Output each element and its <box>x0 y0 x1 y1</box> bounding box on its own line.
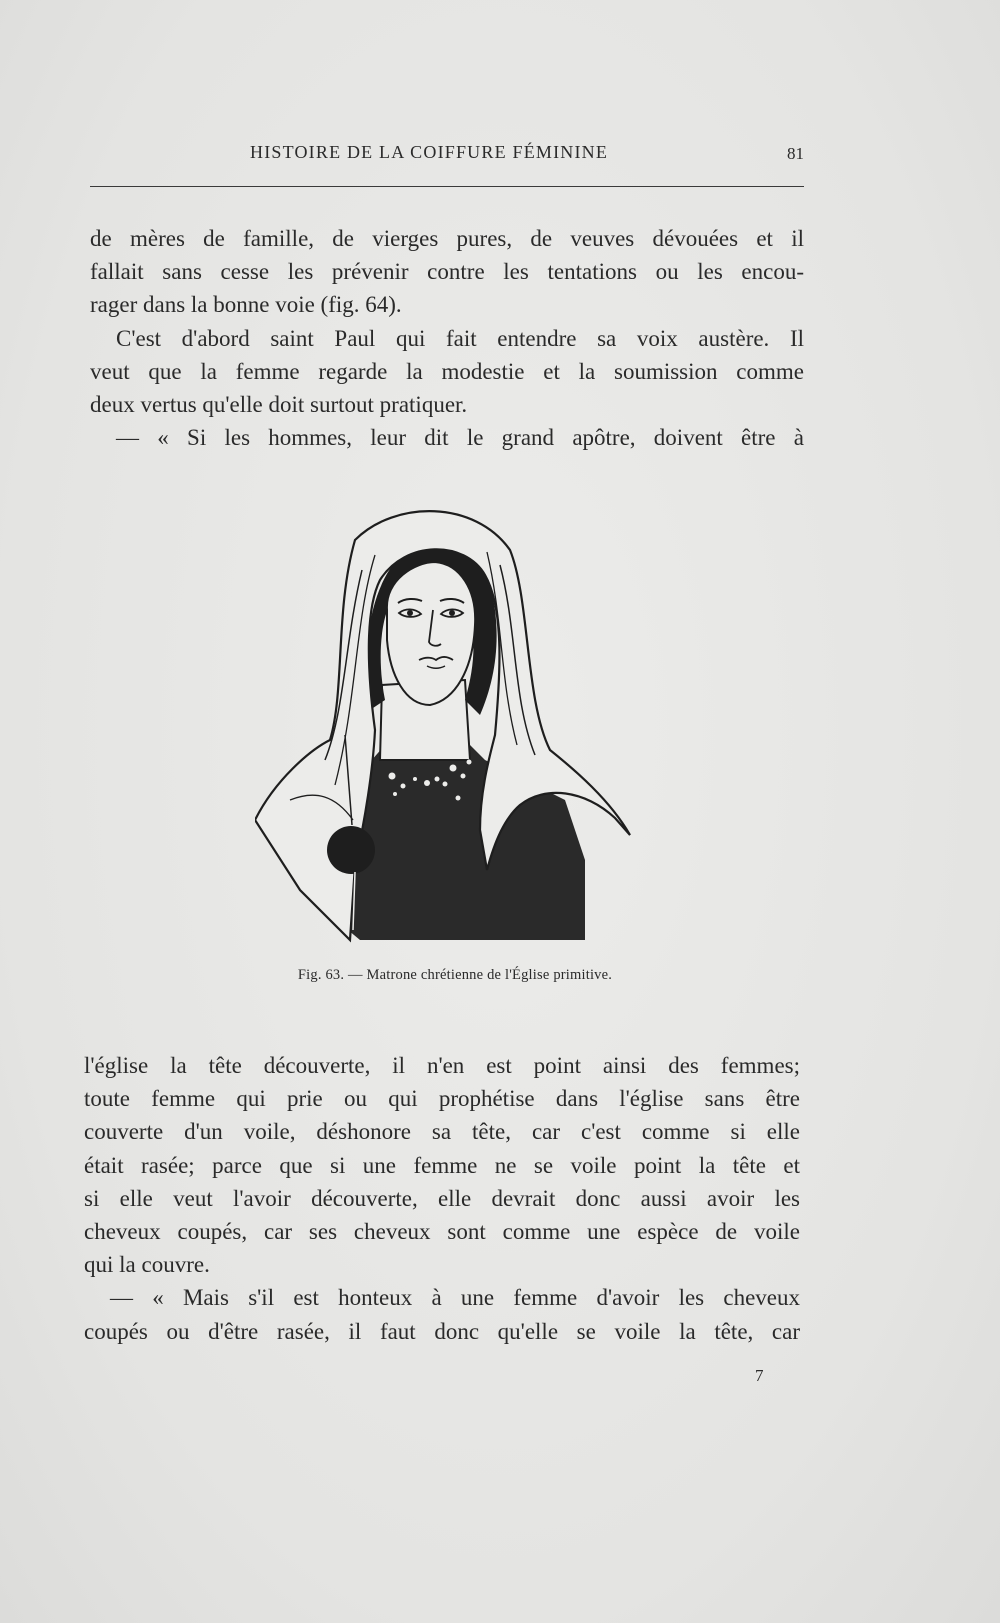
running-head <box>90 140 804 170</box>
text-line: toute femme qui prie ou qui prophétise dans l'église sans être <box>84 1086 800 1112</box>
text-line: — « Mais s'il est honteux à une femme d'avoir les cheveux <box>110 1285 800 1311</box>
figure-illustration <box>255 500 655 950</box>
page-number: 81 <box>787 144 804 163</box>
text-line: cheveux coupés, car ses cheveux sont comme une espèce de voile <box>84 1219 800 1245</box>
text-line: de mères de famille, de vierges pures, de veuves dévouées et il <box>90 226 804 251</box>
header-rule <box>90 186 804 187</box>
text-line: l'église la tête découverte, il n'en est point ainsi des femmes; <box>84 1053 800 1078</box>
text-line: veut que la femme regarde la modestie et la soumission comme <box>90 358 804 384</box>
text-line: deux vertus qu'elle doit surtout pratiquer. <box>90 392 468 418</box>
text-block-top <box>90 222 804 454</box>
text-line: si elle veut l'avoir découverte, elle devrait donc aussi avoir les <box>84 1185 800 1211</box>
text-line: C'est d'abord saint Paul qui fait entendre sa voix austère. Il <box>116 325 804 351</box>
text-line: qui la couvre. <box>84 1252 210 1278</box>
text-line: rager dans la bonne voie (fig. 64). <box>90 292 402 318</box>
signature-mark: 7 <box>755 1366 764 1385</box>
text-line: était rasée; parce que si une femme ne se voile point la tête et <box>84 1152 800 1178</box>
medallion <box>327 826 375 874</box>
text-line: coupés ou d'être rasée, il faut donc qu'elle se voile la tête, car <box>84 1318 800 1344</box>
text-block-bottom <box>84 1049 800 1348</box>
text-line: — « Si les hommes, leur dit le grand apôtre, doivent être à <box>116 425 804 451</box>
matron-drawing <box>255 500 655 950</box>
text-line: fallait sans cesse les prévenir contre les tentations ou les encou- <box>90 259 804 285</box>
running-head-title: HISTOIRE DE LA COIFFURE FÉMININE <box>250 142 609 162</box>
figure-caption: Fig. 63. — Matrone chrétienne de l'Église primitive. <box>297 967 613 983</box>
text-line: couverte d'un voile, déshonore sa tête, car c'est comme si elle <box>84 1119 800 1145</box>
